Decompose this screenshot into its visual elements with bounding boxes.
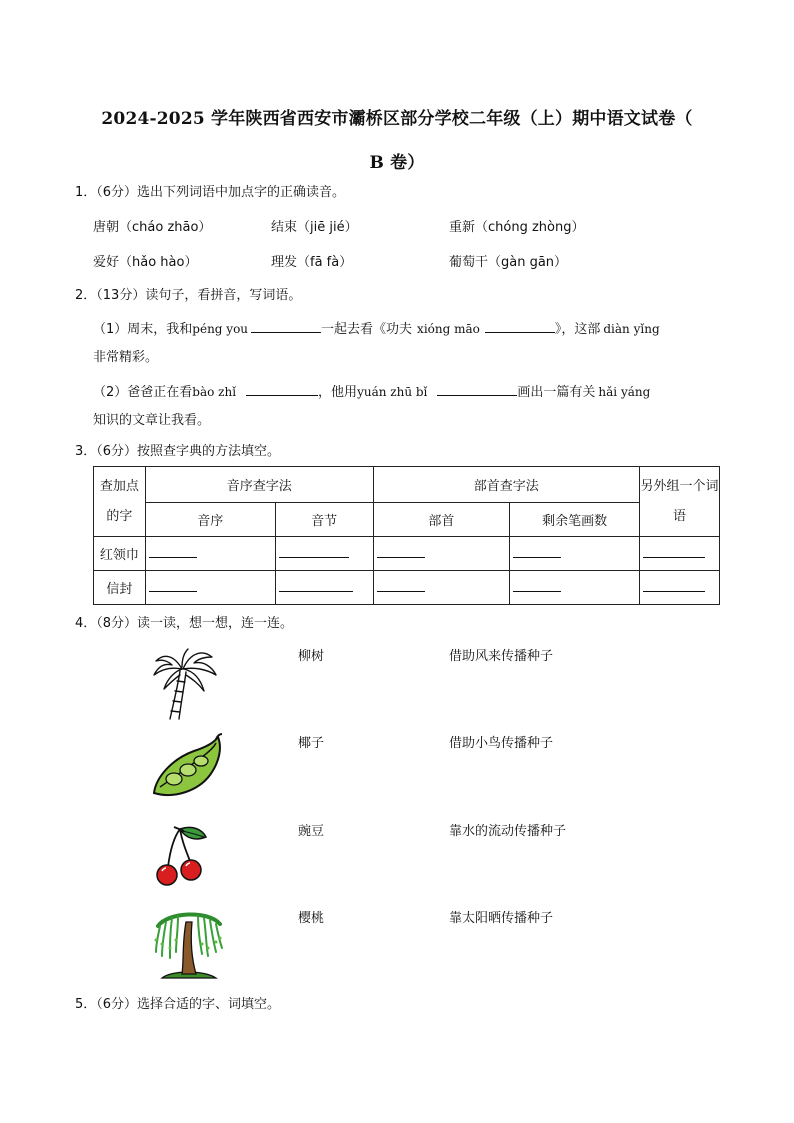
palm-tree-icon xyxy=(150,645,220,721)
header-label: 剩余笔画数 xyxy=(542,514,608,529)
q3-stem: 3．（6分）按照查字典的方法填空。 xyxy=(75,444,281,459)
answer-blank[interactable] xyxy=(485,318,555,333)
q4-method: 靠水的流动传播种子 xyxy=(449,824,567,839)
header-cell xyxy=(510,503,640,537)
q4-stem: 4．（8分）读一读，想一想，连一连。 xyxy=(75,616,294,631)
answer-blank[interactable] xyxy=(377,545,425,558)
q1-item: 重新（chóng zhòng） xyxy=(449,220,585,235)
answer-blank[interactable] xyxy=(437,381,517,396)
q2-s1-pinyin: péng you xyxy=(192,322,249,336)
q1-item: 葡萄干（gàn gān） xyxy=(449,255,568,270)
q2-sentence-1 xyxy=(93,318,660,339)
q1-item: 理发（fā fà） xyxy=(271,255,353,270)
header-cell xyxy=(373,503,510,537)
answer-blank[interactable] xyxy=(513,545,561,558)
answer-blank[interactable] xyxy=(246,381,318,396)
q5-stem: 5．（6分）选择合适的字、词填空。 xyxy=(75,997,281,1012)
q2-s1-text: 》，这部 xyxy=(554,322,601,337)
header-cell xyxy=(373,467,639,503)
header-label: 部首查字法 xyxy=(473,479,539,494)
answer-blank[interactable] xyxy=(279,579,353,592)
answer-blank[interactable] xyxy=(643,545,705,558)
header-cell xyxy=(145,503,275,537)
q2-s1-pinyin: diàn yǐng xyxy=(603,322,660,336)
q2-s2-pinyin: bào zhǐ xyxy=(192,385,237,399)
answer-blank[interactable] xyxy=(513,579,561,592)
row-label: 信封 xyxy=(94,571,146,605)
header-cell xyxy=(145,467,373,503)
q4-word: 樱桃 xyxy=(298,911,325,926)
table-row xyxy=(94,537,720,571)
page-title-line-2: B 卷） xyxy=(369,153,425,173)
q2-s2-text: ，他用 xyxy=(318,385,358,400)
q4-method: 借助小鸟传播种子 xyxy=(449,736,554,751)
q2-s1-pinyin: xióng māo xyxy=(417,322,480,336)
q2-s2-pinyin: yuán zhū bǐ xyxy=(357,385,428,399)
q1-item: 爱好（hǎo hào） xyxy=(93,255,198,270)
header-cell xyxy=(275,503,373,537)
pea-pod-icon xyxy=(148,733,224,803)
answer-blank[interactable] xyxy=(279,545,349,558)
q2-s1-text: （1）周末，我和 xyxy=(93,322,193,337)
q1-item: 结束（jiē jié） xyxy=(271,220,358,235)
q2-sentence-2 xyxy=(93,381,650,402)
header-cell xyxy=(640,467,720,537)
answer-blank[interactable] xyxy=(377,579,425,592)
header-label: 查加点的字 xyxy=(99,478,139,524)
header-label: 部首 xyxy=(428,514,455,529)
header-cell xyxy=(94,467,146,537)
cherry-icon xyxy=(152,823,208,889)
header-label: 音序查字法 xyxy=(226,479,292,494)
q2-s1-text: 一起去看《功夫 xyxy=(321,322,413,337)
willow-tree-icon xyxy=(148,904,228,982)
answer-blank[interactable] xyxy=(643,579,705,592)
answer-blank[interactable] xyxy=(251,318,321,333)
q4-method: 靠太阳晒传播种子 xyxy=(449,911,554,926)
table-row xyxy=(94,571,720,605)
q2-s2-text-end: 知识的文章让我看。 xyxy=(93,413,211,428)
q4-method: 借助风来传播种子 xyxy=(449,649,554,664)
header-label: 音序 xyxy=(197,514,224,529)
row-label: 红领巾 xyxy=(94,537,146,571)
q1-stem: 1．（6分）选出下列词语中加点字的正确读音。 xyxy=(75,185,346,200)
q2-s1-text-end: 非常精彩。 xyxy=(93,350,159,365)
q2-stem: 2．（13分）读句子，看拼音，写词语。 xyxy=(75,288,302,303)
q1-item: 唐朝（cháo zhāo） xyxy=(93,220,212,235)
answer-blank[interactable] xyxy=(149,579,197,592)
q2-s2-pinyin: hǎi yáng xyxy=(598,385,651,399)
q4-word: 椰子 xyxy=(298,736,325,751)
q2-s2-text: 画出一篇有关 xyxy=(517,385,596,400)
q4-word: 豌豆 xyxy=(298,824,325,839)
header-label: 音节 xyxy=(311,514,338,529)
q4-word: 柳树 xyxy=(298,649,325,664)
page-title-line-1: 2024-2025 学年陕西省西安市灞桥区部分学校二年级（上）期中语文试卷（ xyxy=(101,109,693,129)
header-label: 另外组一个词语 xyxy=(640,478,719,524)
answer-blank[interactable] xyxy=(149,545,197,558)
q2-s2-text: （2）爸爸正在看 xyxy=(93,385,193,400)
dictionary-table xyxy=(93,466,720,605)
